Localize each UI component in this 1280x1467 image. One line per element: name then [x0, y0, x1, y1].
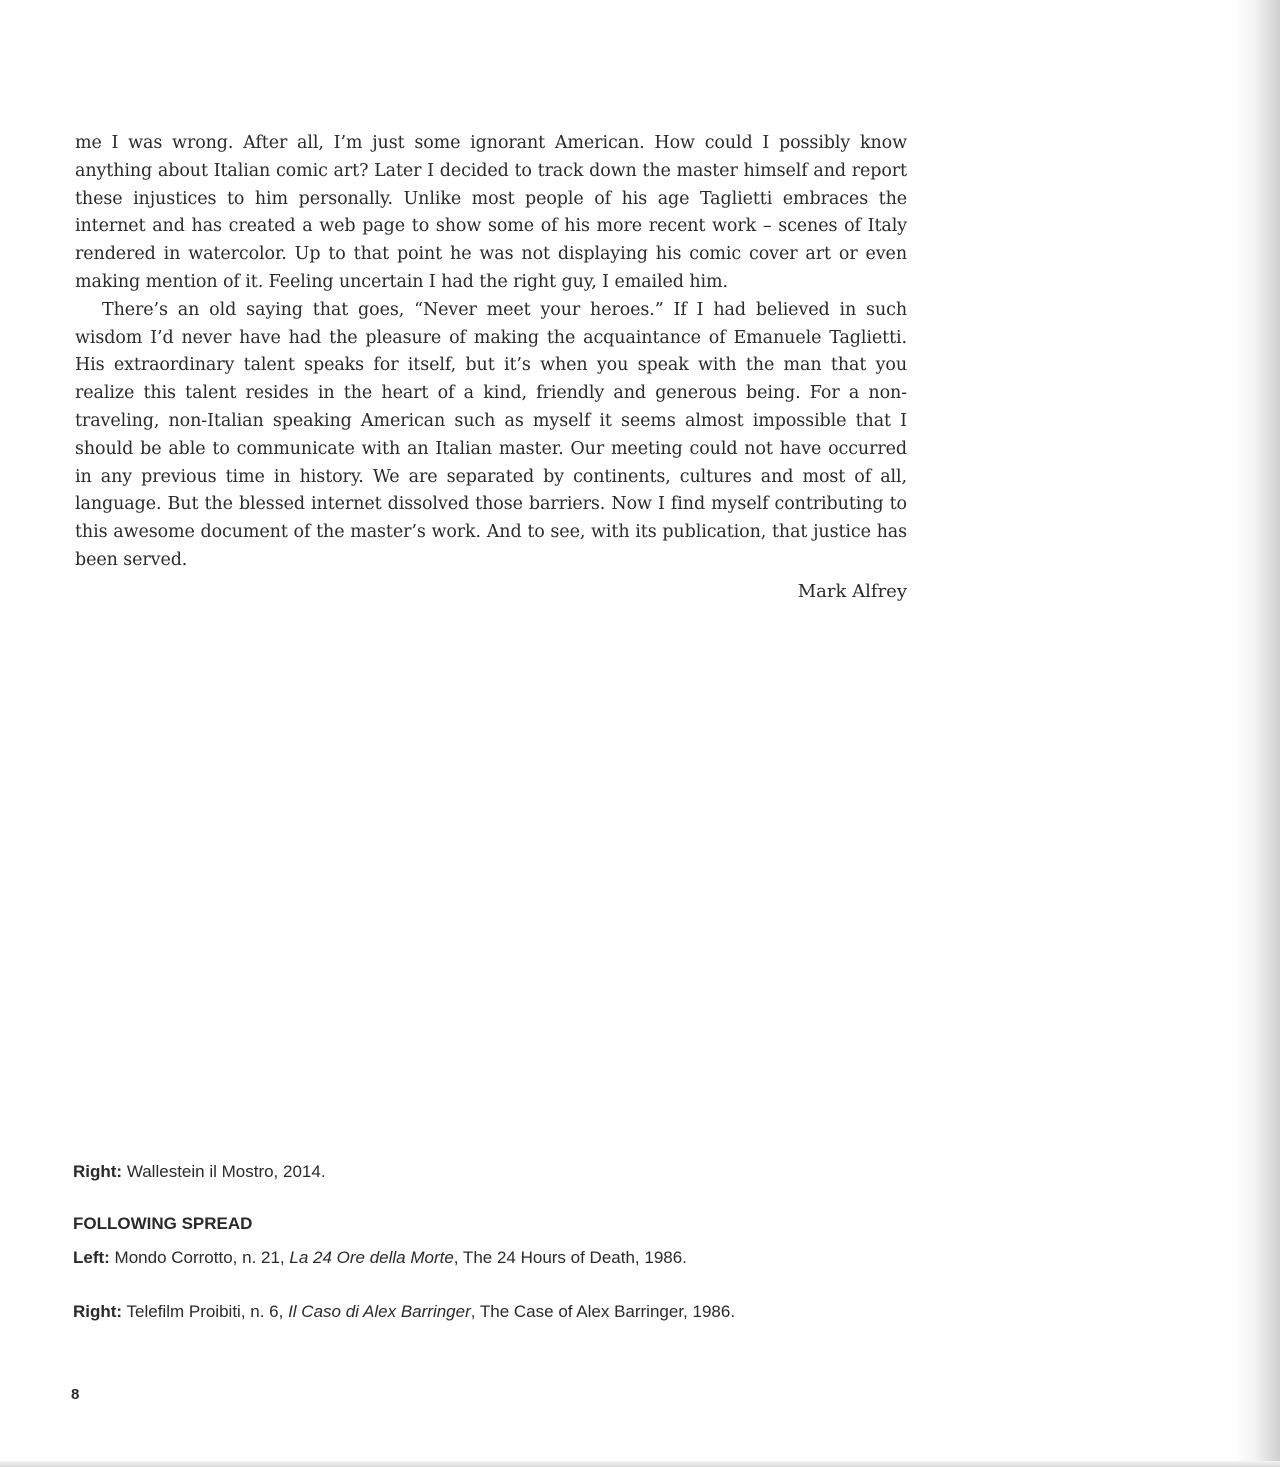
page-bottom-edge — [0, 1461, 1280, 1467]
caption-text: Telefilm Proibiti, n. 6, — [122, 1302, 289, 1321]
page-binding-shadow — [1236, 0, 1280, 1467]
following-spread-heading: FOLLOWING SPREAD — [73, 1214, 253, 1233]
caption-text: , The Case of Alex Barringer, 1986. — [470, 1302, 736, 1321]
caption-left — [73, 1244, 687, 1272]
caption-label: Right: — [73, 1302, 123, 1321]
caption-text: , The 24 Hours of Death, 1986. — [453, 1248, 687, 1267]
caption-label: Right: — [73, 1162, 123, 1181]
caption-text: Wallestein il Mostro, 2014. — [122, 1162, 326, 1181]
essay-paragraph-2: There’s an old saying that goes, “Never meet your heroes.” If I had believed in such wisdom I’d never have had the pleasure of making the acquaintance of Emanuele Taglietti. His extraordinary talent speaks for itself, but it’s when you speak with the man that you realize this talent resides in the heart of a kind, friendly and generous being. For a non-traveling, non-Italian speaking American such as myself it seems almost impossible that I should be able to communicate with an Italian master. Our meeting could not have occurred in any previous time in history. We are separated by continents, cultures and most of all, language. But the blessed internet dissolved those barriers. Now I find myself contributing to this awesome document of the master’s work. And to see, with its publication, that justice has been served. — [75, 299, 907, 570]
caption-right-bottom — [73, 1298, 735, 1326]
page-number: 8 — [71, 1386, 80, 1403]
caption-title-italic: Il Caso di Alex Barringer — [288, 1302, 471, 1321]
author-signature: Mark Alfrey — [797, 581, 907, 602]
caption-label: Left: — [73, 1248, 110, 1267]
caption-right-top — [73, 1158, 326, 1186]
caption-text: Mondo Corrotto, n. 21, — [109, 1248, 290, 1267]
essay-paragraph-1: me I was wrong. After all, I’m just some ignorant American. How could I possibly know anything about Italian comic art? Later I decided to track down the master himself and report these injustices to him personally. Unlike most people of his age Taglietti embraces the internet and has created a web page to show some of his more recent work – scenes of Italy rendered in watercolor. Up to that point he was not displaying his comic cover art or even making mention of it. Feeling uncertain I had the right guy, I emailed him. — [75, 133, 907, 292]
caption-title-italic: La 24 Ore della Morte — [289, 1248, 454, 1267]
essay-body — [75, 130, 907, 575]
